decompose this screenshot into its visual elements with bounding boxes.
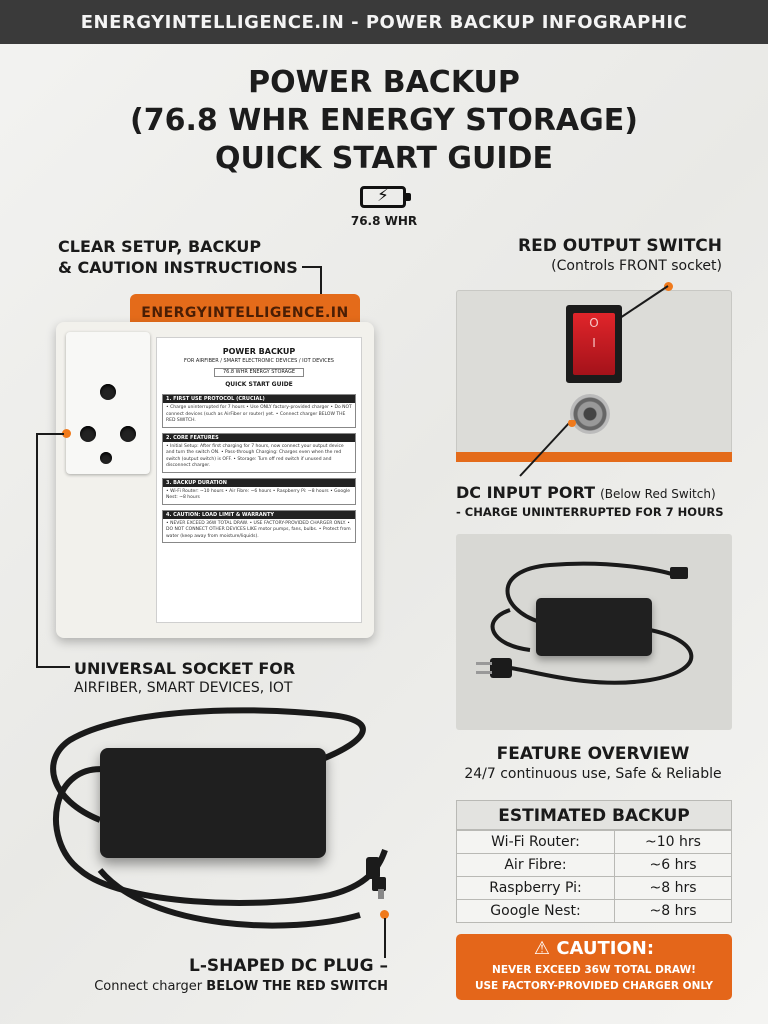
backup-duration: ~8 hrs: [615, 900, 732, 923]
table-row: [457, 877, 732, 900]
backup-duration: ~10 hrs: [615, 831, 732, 854]
dc-plug-callout-title: L-SHAPED DC PLUG –: [189, 956, 388, 976]
socket-callout: [74, 658, 295, 698]
warning-icon: ⚠: [533, 938, 551, 959]
table-row: [457, 900, 732, 923]
guide-section-title: 1. FIRST USE PROTOCOL (CRUCIAL): [163, 395, 355, 403]
guide-section-title: 3. BACKUP DURATION: [163, 479, 355, 487]
feature-overview: [440, 744, 746, 784]
socket-callout-title: UNIVERSAL SOCKET FOR: [74, 659, 296, 678]
quick-start-guide-sheet: [156, 337, 362, 623]
guide-section-body: • Wi-Fi Router: ~10 hours • Air Fibre: ~6 hours • Raspberry Pi: ~8 hours • Google Nest: ~8 hours: [166, 488, 351, 500]
guide-section-title: 4. CAUTION: LOAD LIMIT & WARRANTY: [163, 511, 355, 519]
guide-subtitle: FOR AIRFIBER / SMART ELECTRONIC DEVICES / IOT DEVICES: [184, 358, 334, 364]
backup-device: Raspberry Pi:: [457, 877, 615, 900]
red-switch-callout: [470, 236, 722, 276]
feature-overview-text: 24/7 continuous use, Safe & Reliable: [464, 766, 722, 782]
guide-section-body: • Initial Setup: After first charging for 7 hours, now connect your output device and turn the switch ON. • Pass-through Charging: Charges even when the red switch (output switch) is OFF. • Storage: Turn off red switch if unused and disconnect charger.: [166, 443, 344, 468]
title-line-2: (76.8 WHR ENERGY STORAGE): [130, 103, 638, 138]
estimated-backup-title: ESTIMATED BACKUP: [456, 800, 732, 830]
setup-callout-line-2: & CAUTION INSTRUCTIONS: [58, 258, 298, 277]
dc-input-callout-note: (Below Red Switch): [600, 487, 716, 501]
charger-adapter-brick: [536, 598, 652, 656]
accent-strip: [456, 452, 732, 462]
header-banner: [0, 0, 768, 44]
backup-device: Wi-Fi Router:: [457, 831, 615, 854]
socket-hole: [80, 426, 96, 442]
switch-symbol-off: O: [589, 316, 599, 330]
title-line-1: POWER BACKUP: [248, 65, 520, 100]
red-switch-callout-subtitle: (Controls FRONT socket): [551, 258, 722, 274]
device-brand-text: ENERGYINTELLIGENCE.IN: [141, 305, 349, 321]
leader-line: [36, 666, 70, 668]
battery-charging-icon: ⚡: [360, 186, 406, 208]
backup-duration: ~6 hrs: [615, 854, 732, 877]
guide-section-body: • Charge uninterrupted for 7 hours • Use ONLY factory-provided charger • Do NOT connect devices (such as AirFiber or router) yet. • Connect charger BELOW THE RED SWITCH.: [166, 405, 352, 423]
guide-section-body: • NEVER EXCEED 36W TOTAL DRAW. • USE FACTORY-PROVIDED CHARGER ONLY. • DO NOT CONNECT OTHER DEVICES LIKE motor pumps, fans, bulbs. • Protect from water (keep away from moisture/liquids).: [166, 520, 351, 539]
guide-title: POWER BACKUP: [222, 347, 296, 356]
setup-callout-line-1: CLEAR SETUP, BACKUP: [58, 237, 262, 256]
dc-input-callout-subtitle: - CHARGE UNINTERRUPTED FOR 7 HOURS: [456, 505, 724, 519]
title-line-3: QUICK START GUIDE: [215, 141, 553, 176]
dc-input-callout-title-row: [456, 482, 736, 503]
socket-hole: [100, 452, 112, 464]
table-row: [457, 854, 732, 877]
socket-hole: [120, 426, 136, 442]
guide-section: [162, 394, 356, 428]
guide-capacity-box: 76.8 WHR ENERGY STORAGE: [214, 368, 304, 377]
charger-adapter-brick: [100, 748, 326, 858]
red-switch-callout-title: RED OUTPUT SWITCH: [518, 236, 722, 256]
caution-title: CAUTION:: [556, 938, 655, 959]
leader-line: [36, 433, 38, 667]
table-row: [457, 831, 732, 854]
backup-device: Google Nest:: [457, 900, 615, 923]
page-title: [0, 64, 768, 178]
capacity-label: 76.8 WHR: [350, 214, 418, 228]
socket-callout-subtitle: AIRFIBER, SMART DEVICES, IOT: [74, 680, 293, 696]
backup-duration: ~8 hrs: [615, 877, 732, 900]
dc-plug-callout-subtitle: [86, 977, 388, 996]
leader-line: [600, 284, 672, 324]
guide-section-title: 2. CORE FEATURES: [163, 434, 355, 442]
leader-line: [302, 266, 322, 268]
header-banner-text: ENERGYINTELLIGENCE.IN - POWER BACKUP INFOGRAPHIC: [80, 11, 688, 33]
guide-section: [162, 478, 356, 505]
leader-line: [500, 420, 590, 480]
guide-heading: QUICK START GUIDE: [225, 381, 293, 388]
dc-plug-subtitle-bold: BELOW THE RED SWITCH: [206, 979, 388, 994]
guide-section: [162, 433, 356, 473]
setup-callout: [58, 236, 298, 278]
backup-device: Air Fibre:: [457, 854, 615, 877]
switch-symbol-on: I: [592, 336, 596, 350]
dc-plug-callout: [86, 956, 388, 996]
estimated-backup-table: [456, 830, 732, 923]
socket-hole: [100, 384, 116, 400]
caution-box: [456, 934, 732, 1000]
dc-plug-subtitle-prefix: Connect charger: [94, 979, 203, 994]
caution-title-row: [456, 934, 732, 962]
dc-input-callout: [456, 482, 736, 521]
leader-line: [384, 918, 386, 958]
l-shaped-dc-plug: [364, 855, 394, 905]
dc-input-callout-title: DC INPUT PORT: [456, 483, 595, 502]
caution-line-2: USE FACTORY-PROVIDED CHARGER ONLY: [474, 980, 714, 992]
guide-section: [162, 510, 356, 544]
leader-line: [36, 433, 64, 435]
feature-overview-title: FEATURE OVERVIEW: [496, 744, 690, 764]
caution-line-1: NEVER EXCEED 36W TOTAL DRAW!: [492, 964, 696, 976]
